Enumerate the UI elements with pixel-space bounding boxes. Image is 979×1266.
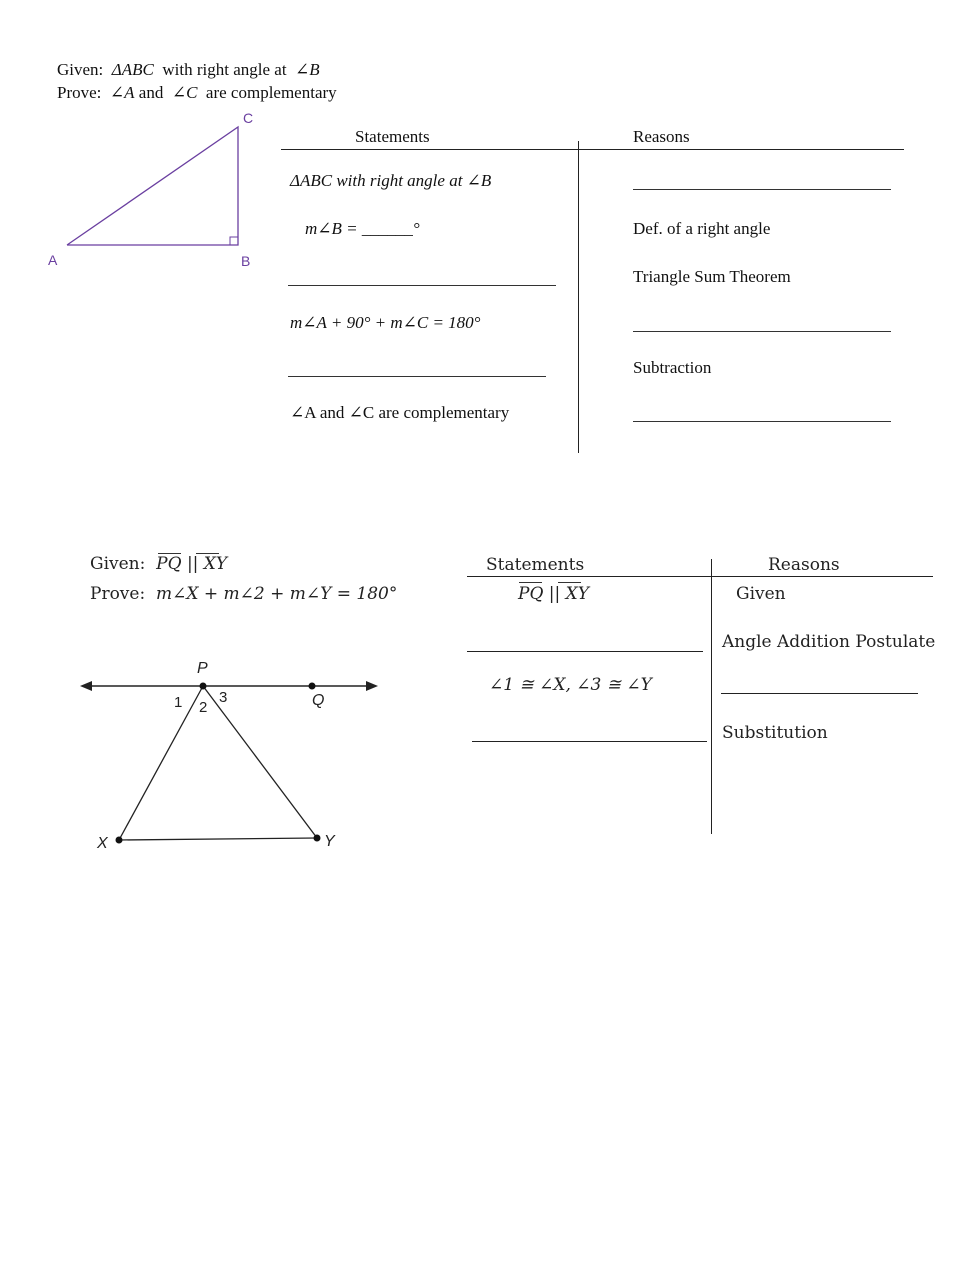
given-line-2: Given: PQ || XY bbox=[90, 554, 228, 574]
table-2-header-rule bbox=[467, 576, 933, 577]
table-column-divider bbox=[578, 141, 579, 453]
reasons-header: Reasons bbox=[633, 127, 690, 146]
angle-label-3: 3 bbox=[219, 689, 228, 706]
prove-line-2: Prove: m∠X + m∠2 + m∠Y = 180° bbox=[90, 584, 398, 604]
reason-2-3-blank[interactable] bbox=[721, 693, 918, 694]
reason-6-blank[interactable] bbox=[633, 421, 891, 422]
point-x bbox=[116, 837, 123, 844]
statement-2-2-blank[interactable] bbox=[467, 651, 703, 652]
arrow-right-icon bbox=[366, 681, 378, 691]
reason-1-blank[interactable] bbox=[633, 189, 891, 190]
reason-2-1: Given bbox=[736, 584, 786, 604]
angle-label-1: 1 bbox=[174, 694, 183, 711]
right-angle-mark bbox=[230, 237, 238, 245]
overbar-pq-2 bbox=[519, 582, 542, 583]
point-q bbox=[309, 683, 316, 690]
statement-3-blank[interactable] bbox=[288, 285, 556, 286]
statement-1: ΔABC with right angle at ∠B bbox=[290, 171, 492, 190]
angle-label-2: 2 bbox=[199, 699, 208, 716]
table-2-column-divider bbox=[711, 559, 712, 834]
reason-5: Subtraction bbox=[633, 358, 712, 377]
statement-4: m∠A + 90° + m∠C = 180° bbox=[290, 313, 481, 332]
label-p: P bbox=[197, 660, 208, 677]
parallel-triangle-diagram bbox=[70, 650, 390, 860]
overbar-xy bbox=[196, 553, 219, 554]
point-y bbox=[314, 835, 321, 842]
reason-2-2: Angle Addition Postulate bbox=[722, 632, 936, 652]
vertex-label-b: B bbox=[241, 253, 251, 269]
label-q: Q bbox=[312, 692, 325, 709]
segment-px bbox=[119, 686, 203, 840]
reason-2: Def. of a right angle bbox=[633, 219, 771, 238]
overbar-xy-2 bbox=[558, 582, 581, 583]
right-triangle-diagram bbox=[40, 105, 270, 275]
vertex-label-c: C bbox=[243, 110, 254, 126]
statements-header: Statements bbox=[355, 127, 430, 146]
prove-line: Prove: ∠A and ∠C are complementary bbox=[57, 83, 337, 102]
given-line: Given: ΔABC with right angle at ∠B bbox=[57, 60, 320, 79]
statement-2-3: ∠1 ≅ ∠X, ∠3 ≅ ∠Y bbox=[489, 675, 652, 695]
statement-2-4-blank[interactable] bbox=[472, 741, 707, 742]
segment-py bbox=[203, 686, 317, 838]
arrow-left-icon bbox=[80, 681, 92, 691]
point-p bbox=[200, 683, 207, 690]
triangle-abc bbox=[67, 127, 238, 245]
segment-xy bbox=[119, 838, 317, 840]
vertex-label-a: A bbox=[48, 252, 58, 268]
reason-4-blank[interactable] bbox=[633, 331, 891, 332]
reason-2-4: Substitution bbox=[722, 723, 828, 743]
label-y: Y bbox=[324, 833, 335, 850]
statement-5-blank[interactable] bbox=[288, 376, 546, 377]
statement-2-1: PQ || XY bbox=[518, 584, 589, 604]
statement-2: m∠B = ______° bbox=[305, 219, 420, 238]
reasons-header-2: Reasons bbox=[768, 555, 840, 575]
table-header-rule bbox=[281, 149, 904, 150]
statements-header-2: Statements bbox=[486, 555, 585, 575]
reason-3: Triangle Sum Theorem bbox=[633, 267, 791, 286]
overbar-pq bbox=[158, 553, 181, 554]
statement-6: ∠A and ∠C are complementary bbox=[290, 403, 510, 422]
label-x: X bbox=[97, 835, 108, 852]
